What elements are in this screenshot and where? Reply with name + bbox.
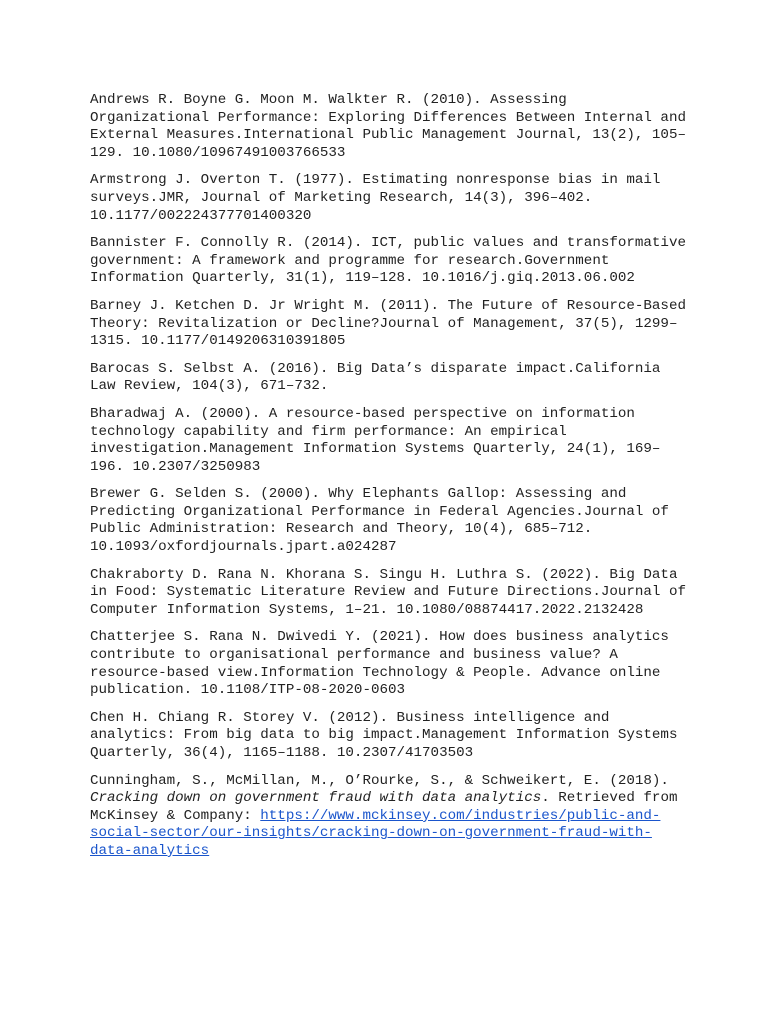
reference-list xyxy=(90,92,690,871)
reference-barocas-2016: Barocas S. Selbst A. (2016). Big Data’s disparate impact.California Law Review, 104(3), 671–732. xyxy=(90,360,661,395)
reference-bharadwaj-2000: Bharadwaj A. (2000). A resource-based perspective on information technology capability and firm performance: An empirical investigation.Management Information Systems Quarterly, 24(1), 169–196. 10.2307/3250983 xyxy=(90,405,661,475)
reference-chatterjee-2021: Chatterjee S. Rana N. Dwivedi Y. (2021). How does business analytics contribute to organisational performance and business value? A resource-based view.Information Technology & People. Advance online publication. 10.1108/ITP-08-2020-0603 xyxy=(90,629,669,699)
reference-chen-2012: Chen H. Chiang R. Storey V. (2012). Business intelligence and analytics: From big data to big impact.Management Information Systems Quarterly, 36(4), 1165–1188. 10.2307/41703503 xyxy=(90,709,678,761)
reference-title: Cracking down on government fraud with data analytics xyxy=(90,790,542,807)
reference-andrews-2010: Andrews R. Boyne G. Moon M. Walkter R. (2010). Assessing Organizational Performance: Exploring Differences Between Internal and External Measures.International Public Management Journal, 13(2), 105–129. 10.1080/10967491003766533 xyxy=(90,92,686,161)
reference-url-link[interactable]: https://www.mckinsey.com/industries/public-and-social-sector/our-insights/cracking-down-on-government-fraud-with-data-analytics xyxy=(90,807,661,859)
reference-source: . Retrieved from McKinsey & Company: xyxy=(90,790,678,824)
reference-brewer-2000: Brewer G. Selden S. (2000). Why Elephants Gallop: Assessing and Predicting Organizational Performance in Federal Agencies.Journal of Public Administration: Research and Theory, 10(4), 685–712. 10.1093/oxfordjournals.jpart.a024287 xyxy=(90,486,669,556)
reference-barney-2011: Barney J. Ketchen D. Jr Wright M. (2011). The Future of Resource-Based Theory: Revitalization or Decline?Journal of Management, 37(5), 1299–1315. 10.1177/0149206310391805 xyxy=(90,297,686,350)
reference-bannister-2014: Bannister F. Connolly R. (2014). ICT, public values and transformative government: A framework and programme for research.Government Information Quarterly, 31(1), 119–128. 10.1016/j.giq.2013.06.002 xyxy=(90,235,686,287)
reference-armstrong-1977: Armstrong J. Overton T. (1977). Estimating nonresponse bias in mail surveys.JMR, Journal of Marketing Research, 14(3), 396–402. 10.1177/002224377701400320 xyxy=(90,172,661,224)
reference-chakraborty-2022: Chakraborty D. Rana N. Khorana S. Singu H. Luthra S. (2022). Big Data in Food: Systematic Literature Review and Future Directions.Journal of Computer Information Systems, 1–21. 10.1080/08874417.2022.2132428 xyxy=(90,566,686,618)
reference-authors-year: Cunningham, S., McMillan, M., O’Rourke, S., & Schweikert, E. (2018). xyxy=(90,772,669,789)
reference-cunningham-2018 xyxy=(90,773,690,861)
